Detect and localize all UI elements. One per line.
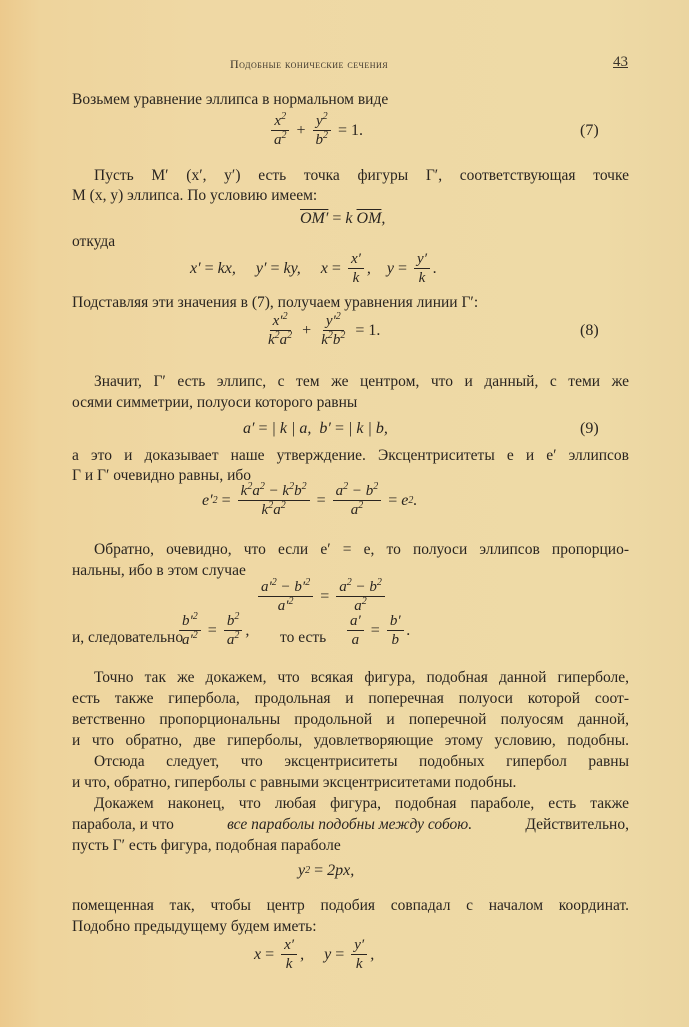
paragraph-text: Значит, Г′ есть эллипс, с тем же центром, что и данный, с теми же [94, 373, 629, 390]
paragraph-text: Возьмем уравнение эллипса в нормальном виде [72, 91, 389, 108]
equation-substitution: x′ = kx, y′ = ky, x = $\frac{x'}{k}$ , y = $\frac{y'}{k}$ . [190, 251, 437, 286]
paragraph-text: Докажем наконец, что любая фигура, подобная параболе, есть также [94, 795, 629, 812]
paragraph-text: Отсюда следует, что эксцентриситеты подобных гипербол равны [94, 753, 629, 770]
paragraph-text: и что, обратно, гиперболы с равными эксцентриситетами подобны. [72, 774, 517, 791]
paragraph-text: и что обратно, две гиперболы, удовлетворяющие этому условию, подобны. [72, 732, 629, 749]
text-span: Действительно, [525, 816, 629, 833]
paragraph-text: Обратно, очевидно, что если e′ = e, то полуоси эллипсов пропорцио- [94, 541, 629, 558]
page-header [0, 54, 689, 77]
paragraph-text: Пусть M′ (x′, y′) есть точка фигуры Г′, соответствующая точке [94, 167, 629, 184]
paragraph-text: и, следовательно [72, 629, 184, 646]
paragraph-text [72, 815, 629, 835]
paragraph-text: то есть [280, 629, 327, 646]
equation-9: a′ = | k | a, b′ = | k | b, [243, 420, 388, 437]
paragraph-text: Подставляя эти значения в (7), получаем уравнения линии Г′: [72, 294, 479, 311]
equation-ratio: $\frac{a'^2 - b'^2}{a'^2}$ = $\frac{a^2 - b^2}{a^2}$ [255, 578, 388, 615]
paragraph-text: откуда [72, 233, 116, 250]
paragraph-text: есть также гипербола, продольная и поперечная полуоси которой соот- [72, 690, 629, 707]
equation-final: x = $\frac{x'}{k}$ , y = $\frac{y'}{k}$ , [254, 937, 375, 972]
paragraph-text: а это и доказывает наше утверждение. Эксцентриситеты e и e′ эллипсов [72, 447, 629, 464]
paragraph-text: осями симметрии, полуоси которого равны [72, 394, 358, 411]
equation-eccentricity: e′ 2 = $\frac{k^2a^2 - k^2b^2}{k^2a^2}$ = $\frac{a^2 - b^2}{a^2}$ = e 2 . [202, 481, 418, 518]
equation-8: $\frac{x'^2}{k^2a^2}$ + $\frac{y'^2}{k^2b^2}$ = 1. [268, 311, 381, 348]
paragraph-text: нальны, ибо в этом случае [72, 562, 246, 579]
equation-7: $\frac{x^2}{a^2}$ + $\frac{y^2}{b^2}$ = 1. [268, 112, 367, 149]
text-span: парабола, и что [72, 816, 174, 833]
paragraph-text: M (x, y) эллипса. По условию имеем: [72, 187, 318, 204]
emphasized-text: все параболы подобны между собою. [227, 816, 473, 833]
paragraph-text: пусть Г′ есть фигура, подобная параболе [72, 837, 341, 854]
paragraph-text: ветственно пропорциональны продольной и поперечной полуосям данной, [72, 711, 629, 728]
equation-number: (9) [580, 420, 599, 437]
equation-vector: OM′ = k $\overline{OM}$ , [300, 210, 386, 227]
page-number: 43 [613, 54, 628, 70]
equation-number: (7) [580, 122, 599, 139]
paragraph-text: Подобно предыдущему будем иметь: [72, 918, 317, 935]
paragraph-text: помещенная так, чтобы центр подобия совпадал с началом координат. [72, 897, 629, 914]
paragraph-text: Г и Г′ очевидно равны, ибо [72, 467, 252, 484]
paragraph-text: Точно так же докажем, что всякая фигура, подобная данной гиперболе, [94, 669, 629, 686]
equation-parabola: y 2 = 2px, [298, 862, 355, 879]
running-title: Подобные конические сечения [230, 57, 389, 71]
equation-number: (8) [580, 322, 599, 339]
equation-consequence: $\frac{b'^2}{a'^2}$ = $\frac{b^2}{a^2}$ , [176, 612, 249, 649]
equation-semiaxes-ratio: $\frac{a'}{a}$ = $\frac{b'}{b}$ . [344, 612, 411, 649]
